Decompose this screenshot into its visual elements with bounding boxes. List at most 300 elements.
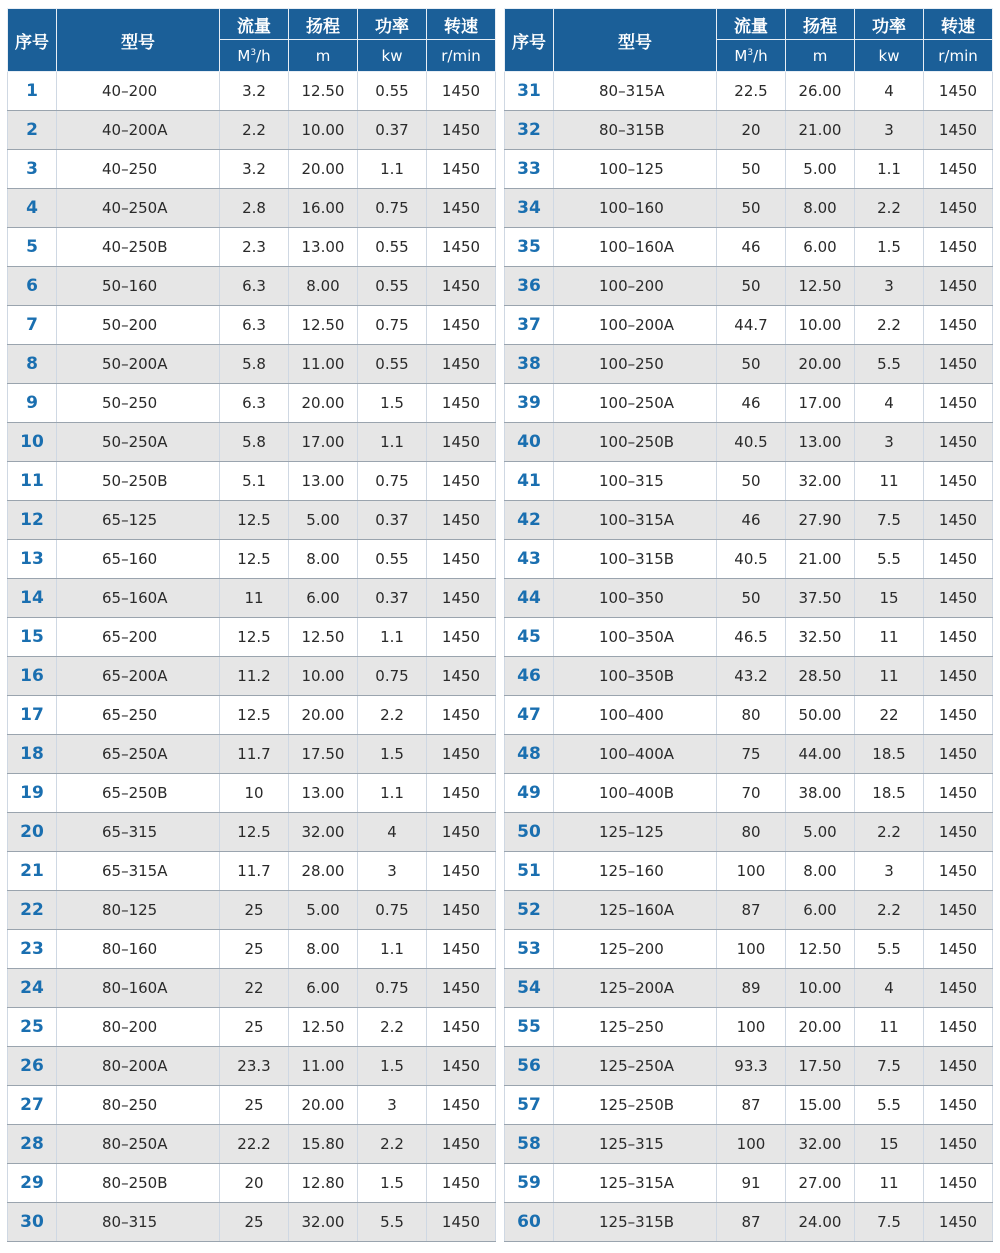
head-cell: 28.50	[786, 657, 855, 696]
table-row	[505, 345, 993, 384]
power-cell: 4	[855, 969, 924, 1008]
table-row	[8, 852, 496, 891]
power-cell: 3	[855, 111, 924, 150]
row-index: 24	[8, 969, 57, 1008]
row-index: 3	[8, 150, 57, 189]
row-index: 6	[8, 267, 57, 306]
power-cell: 3	[855, 267, 924, 306]
head-cell: 50.00	[786, 696, 855, 735]
head-cell: 12.50	[289, 1008, 358, 1047]
flow-cell: 87	[717, 1203, 786, 1242]
speed-cell: 1450	[924, 462, 993, 501]
power-cell: 1.1	[358, 423, 427, 462]
row-index: 33	[505, 150, 554, 189]
row-index: 58	[505, 1125, 554, 1164]
power-cell: 2.2	[855, 813, 924, 852]
row-index: 43	[505, 540, 554, 579]
speed-cell: 1450	[924, 579, 993, 618]
model-cell: 40–200A	[57, 111, 220, 150]
flow-cell: 46	[717, 228, 786, 267]
head-cell: 20.00	[289, 150, 358, 189]
table-row	[8, 774, 496, 813]
speed-cell: 1450	[924, 306, 993, 345]
model-cell: 50–160	[57, 267, 220, 306]
row-index: 15	[8, 618, 57, 657]
flow-cell: 5.1	[220, 462, 289, 501]
head-cell: 38.00	[786, 774, 855, 813]
head-cell: 12.50	[786, 267, 855, 306]
speed-cell: 1450	[924, 1164, 993, 1203]
row-index: 16	[8, 657, 57, 696]
flow-cell: 93.3	[717, 1047, 786, 1086]
table-row	[8, 462, 496, 501]
flow-cell: 12.5	[220, 540, 289, 579]
head-cell: 6.00	[786, 228, 855, 267]
speed-cell: 1450	[427, 306, 496, 345]
flow-cell: 100	[717, 1125, 786, 1164]
header-speed: 转速	[924, 9, 993, 40]
head-cell: 11.00	[289, 1047, 358, 1086]
model-cell: 125–250A	[554, 1047, 717, 1086]
table-row	[505, 1047, 993, 1086]
head-cell: 5.00	[289, 891, 358, 930]
model-cell: 80–250	[57, 1086, 220, 1125]
speed-cell: 1450	[924, 813, 993, 852]
table-row	[8, 384, 496, 423]
flow-cell: 50	[717, 579, 786, 618]
flow-cell: 2.8	[220, 189, 289, 228]
power-cell: 0.75	[358, 657, 427, 696]
table-row	[8, 267, 496, 306]
flow-cell: 50	[717, 150, 786, 189]
row-index: 49	[505, 774, 554, 813]
table-row	[8, 228, 496, 267]
model-cell: 125–250B	[554, 1086, 717, 1125]
head-cell: 15.00	[786, 1086, 855, 1125]
speed-cell: 1450	[924, 774, 993, 813]
row-index: 54	[505, 969, 554, 1008]
model-cell: 100–350B	[554, 657, 717, 696]
speed-cell: 1450	[427, 1008, 496, 1047]
table-row	[8, 72, 496, 111]
power-cell: 5.5	[855, 540, 924, 579]
row-index: 4	[8, 189, 57, 228]
row-index: 30	[8, 1203, 57, 1242]
speed-cell: 1450	[427, 696, 496, 735]
head-cell: 20.00	[786, 1008, 855, 1047]
header-power-unit: kw	[358, 40, 427, 72]
head-cell: 32.00	[786, 462, 855, 501]
speed-cell: 1450	[924, 345, 993, 384]
flow-cell: 12.5	[220, 618, 289, 657]
head-cell: 17.50	[289, 735, 358, 774]
flow-cell: 87	[717, 1086, 786, 1125]
header-head: 扬程	[289, 9, 358, 40]
model-cell: 100–160A	[554, 228, 717, 267]
speed-cell: 1450	[427, 72, 496, 111]
table-row	[505, 306, 993, 345]
header-model: 型号	[554, 9, 717, 72]
table-row	[8, 1086, 496, 1125]
flow-cell: 91	[717, 1164, 786, 1203]
speed-cell: 1450	[924, 735, 993, 774]
model-cell: 100–350	[554, 579, 717, 618]
model-cell: 40–250B	[57, 228, 220, 267]
speed-cell: 1450	[427, 267, 496, 306]
table-row	[8, 891, 496, 930]
model-cell: 100–350A	[554, 618, 717, 657]
power-cell: 2.2	[855, 306, 924, 345]
table-row	[505, 1008, 993, 1047]
speed-cell: 1450	[427, 150, 496, 189]
speed-cell: 1450	[924, 228, 993, 267]
model-cell: 100–400B	[554, 774, 717, 813]
power-cell: 0.37	[358, 111, 427, 150]
table-row	[8, 696, 496, 735]
head-cell: 8.00	[289, 540, 358, 579]
flow-cell: 70	[717, 774, 786, 813]
table-row	[505, 501, 993, 540]
table-row	[8, 579, 496, 618]
speed-cell: 1450	[427, 462, 496, 501]
flow-cell: 25	[220, 930, 289, 969]
flow-cell: 40.5	[717, 540, 786, 579]
row-index: 2	[8, 111, 57, 150]
power-cell: 1.5	[358, 1164, 427, 1203]
row-index: 59	[505, 1164, 554, 1203]
row-index: 18	[8, 735, 57, 774]
head-cell: 32.00	[786, 1125, 855, 1164]
flow-cell: 12.5	[220, 696, 289, 735]
speed-cell: 1450	[924, 1086, 993, 1125]
flow-cell: 2.2	[220, 111, 289, 150]
speed-cell: 1450	[427, 384, 496, 423]
table-row	[8, 111, 496, 150]
power-cell: 0.75	[358, 891, 427, 930]
flow-cell: 100	[717, 852, 786, 891]
row-index: 8	[8, 345, 57, 384]
flow-cell: 6.3	[220, 384, 289, 423]
table-row	[505, 228, 993, 267]
table-row	[8, 930, 496, 969]
head-cell: 8.00	[289, 267, 358, 306]
row-index: 28	[8, 1125, 57, 1164]
head-cell: 32.00	[289, 1203, 358, 1242]
head-cell: 27.90	[786, 501, 855, 540]
flow-cell: 25	[220, 1203, 289, 1242]
flow-cell: 11.7	[220, 735, 289, 774]
flow-cell: 25	[220, 891, 289, 930]
model-cell: 50–200	[57, 306, 220, 345]
head-cell: 12.50	[289, 72, 358, 111]
head-cell: 17.50	[786, 1047, 855, 1086]
table-row	[505, 852, 993, 891]
table-row	[505, 930, 993, 969]
row-index: 31	[505, 72, 554, 111]
model-cell: 125–200	[554, 930, 717, 969]
row-index: 34	[505, 189, 554, 228]
model-cell: 100–315A	[554, 501, 717, 540]
head-cell: 8.00	[786, 189, 855, 228]
head-cell: 10.00	[786, 969, 855, 1008]
power-cell: 0.55	[358, 72, 427, 111]
table-row	[505, 384, 993, 423]
model-cell: 125–250	[554, 1008, 717, 1047]
header-power-unit: kw	[855, 40, 924, 72]
flow-cell: 5.8	[220, 345, 289, 384]
model-cell: 50–250	[57, 384, 220, 423]
speed-cell: 1450	[427, 345, 496, 384]
header-head: 扬程	[786, 9, 855, 40]
row-index: 23	[8, 930, 57, 969]
table-row	[8, 657, 496, 696]
table-body-left	[8, 72, 496, 1242]
row-index: 14	[8, 579, 57, 618]
table-row	[505, 774, 993, 813]
power-cell: 11	[855, 618, 924, 657]
power-cell: 18.5	[855, 735, 924, 774]
header-speed: 转速	[427, 9, 496, 40]
speed-cell: 1450	[427, 423, 496, 462]
head-cell: 15.80	[289, 1125, 358, 1164]
header-flow-unit: $M^3/h$	[220, 40, 289, 72]
model-cell: 100–400	[554, 696, 717, 735]
row-index: 42	[505, 501, 554, 540]
speed-cell: 1450	[427, 774, 496, 813]
head-cell: 10.00	[289, 111, 358, 150]
power-cell: 3	[855, 852, 924, 891]
speed-cell: 1450	[427, 1164, 496, 1203]
table-row	[8, 540, 496, 579]
pump-spec-table-right	[504, 8, 993, 1242]
head-cell: 6.00	[786, 891, 855, 930]
speed-cell: 1450	[427, 930, 496, 969]
model-cell: 125–315B	[554, 1203, 717, 1242]
header-flow: 流量	[717, 9, 786, 40]
power-cell: 18.5	[855, 774, 924, 813]
table-row	[505, 540, 993, 579]
table-row	[505, 891, 993, 930]
header-flow: 流量	[220, 9, 289, 40]
power-cell: 0.37	[358, 501, 427, 540]
row-index: 7	[8, 306, 57, 345]
header-power: 功率	[358, 9, 427, 40]
table-row	[505, 579, 993, 618]
model-cell: 80–160A	[57, 969, 220, 1008]
table-row	[8, 1125, 496, 1164]
power-cell: 1.5	[358, 384, 427, 423]
power-cell: 0.75	[358, 969, 427, 1008]
row-index: 20	[8, 813, 57, 852]
speed-cell: 1450	[427, 111, 496, 150]
row-index: 39	[505, 384, 554, 423]
power-cell: 0.75	[358, 189, 427, 228]
head-cell: 37.50	[786, 579, 855, 618]
head-cell: 12.50	[289, 306, 358, 345]
flow-cell: 80	[717, 696, 786, 735]
power-cell: 0.55	[358, 267, 427, 306]
speed-cell: 1450	[427, 618, 496, 657]
power-cell: 7.5	[855, 1203, 924, 1242]
speed-cell: 1450	[924, 384, 993, 423]
table-row	[8, 1164, 496, 1203]
flow-cell: 10	[220, 774, 289, 813]
row-index: 32	[505, 111, 554, 150]
model-cell: 125–315A	[554, 1164, 717, 1203]
flow-cell: 50	[717, 462, 786, 501]
flow-cell: 11.7	[220, 852, 289, 891]
header-head-unit: m	[786, 40, 855, 72]
power-cell: 3	[358, 1086, 427, 1125]
table-row	[505, 1203, 993, 1242]
head-cell: 13.00	[289, 462, 358, 501]
power-cell: 0.55	[358, 345, 427, 384]
model-cell: 80–315A	[554, 72, 717, 111]
flow-cell: 25	[220, 1086, 289, 1125]
speed-cell: 1450	[924, 618, 993, 657]
power-cell: 2.2	[855, 891, 924, 930]
spec-table	[504, 8, 993, 1242]
speed-cell: 1450	[427, 579, 496, 618]
head-cell: 16.00	[289, 189, 358, 228]
speed-cell: 1450	[924, 150, 993, 189]
row-index: 11	[8, 462, 57, 501]
model-cell: 65–125	[57, 501, 220, 540]
power-cell: 5.5	[855, 345, 924, 384]
flow-cell: 46.5	[717, 618, 786, 657]
speed-cell: 1450	[924, 969, 993, 1008]
row-index: 29	[8, 1164, 57, 1203]
flow-cell: 100	[717, 1008, 786, 1047]
row-index: 10	[8, 423, 57, 462]
head-cell: 17.00	[289, 423, 358, 462]
table-row	[505, 462, 993, 501]
head-cell: 6.00	[289, 579, 358, 618]
flow-cell: 46	[717, 384, 786, 423]
header-power: 功率	[855, 9, 924, 40]
model-cell: 125–315	[554, 1125, 717, 1164]
model-cell: 50–200A	[57, 345, 220, 384]
head-cell: 12.80	[289, 1164, 358, 1203]
table-row	[8, 189, 496, 228]
speed-cell: 1450	[427, 969, 496, 1008]
head-cell: 44.00	[786, 735, 855, 774]
power-cell: 3	[855, 423, 924, 462]
flow-cell: 20	[717, 111, 786, 150]
flow-cell: 50	[717, 345, 786, 384]
head-cell: 26.00	[786, 72, 855, 111]
model-cell: 100–315B	[554, 540, 717, 579]
head-cell: 32.50	[786, 618, 855, 657]
speed-cell: 1450	[427, 189, 496, 228]
speed-cell: 1450	[924, 189, 993, 228]
model-cell: 65–160A	[57, 579, 220, 618]
power-cell: 11	[855, 1164, 924, 1203]
flow-cell: 22.5	[717, 72, 786, 111]
speed-cell: 1450	[427, 501, 496, 540]
row-index: 17	[8, 696, 57, 735]
speed-cell: 1450	[427, 735, 496, 774]
model-cell: 40–200	[57, 72, 220, 111]
model-cell: 65–250A	[57, 735, 220, 774]
speed-cell: 1450	[924, 423, 993, 462]
power-cell: 4	[358, 813, 427, 852]
model-cell: 100–315	[554, 462, 717, 501]
flow-cell: 44.7	[717, 306, 786, 345]
head-cell: 10.00	[786, 306, 855, 345]
head-cell: 5.00	[786, 813, 855, 852]
power-cell: 0.75	[358, 306, 427, 345]
table-row	[505, 72, 993, 111]
power-cell: 0.55	[358, 228, 427, 267]
model-cell: 65–250B	[57, 774, 220, 813]
head-cell: 8.00	[289, 930, 358, 969]
table-row	[8, 969, 496, 1008]
power-cell: 3	[358, 852, 427, 891]
row-index: 37	[505, 306, 554, 345]
speed-cell: 1450	[924, 1008, 993, 1047]
speed-cell: 1450	[427, 228, 496, 267]
model-cell: 80–200A	[57, 1047, 220, 1086]
model-cell: 125–160	[554, 852, 717, 891]
row-index: 1	[8, 72, 57, 111]
head-cell: 13.00	[289, 774, 358, 813]
row-index: 57	[505, 1086, 554, 1125]
power-cell: 2.2	[358, 1008, 427, 1047]
flow-cell: 2.3	[220, 228, 289, 267]
header-model: 型号	[57, 9, 220, 72]
speed-cell: 1450	[427, 891, 496, 930]
table-row	[505, 969, 993, 1008]
power-cell: 2.2	[358, 1125, 427, 1164]
speed-cell: 1450	[924, 657, 993, 696]
flow-cell: 3.2	[220, 72, 289, 111]
power-cell: 2.2	[855, 189, 924, 228]
flow-cell: 6.3	[220, 306, 289, 345]
table-row	[505, 1164, 993, 1203]
table-row	[505, 150, 993, 189]
flow-cell: 12.5	[220, 813, 289, 852]
head-cell: 20.00	[786, 345, 855, 384]
power-cell: 1.1	[358, 774, 427, 813]
model-cell: 125–200A	[554, 969, 717, 1008]
power-cell: 4	[855, 72, 924, 111]
model-cell: 100–400A	[554, 735, 717, 774]
model-cell: 65–315	[57, 813, 220, 852]
row-index: 56	[505, 1047, 554, 1086]
power-cell: 7.5	[855, 501, 924, 540]
flow-cell: 5.8	[220, 423, 289, 462]
row-index: 45	[505, 618, 554, 657]
row-index: 48	[505, 735, 554, 774]
head-cell: 21.00	[786, 111, 855, 150]
speed-cell: 1450	[427, 1047, 496, 1086]
power-cell: 5.5	[855, 930, 924, 969]
model-cell: 50–250B	[57, 462, 220, 501]
flow-cell: 46	[717, 501, 786, 540]
table-row	[505, 735, 993, 774]
head-cell: 13.00	[786, 423, 855, 462]
power-cell: 15	[855, 579, 924, 618]
row-index: 35	[505, 228, 554, 267]
power-cell: 0.75	[358, 462, 427, 501]
row-index: 26	[8, 1047, 57, 1086]
model-cell: 65–200A	[57, 657, 220, 696]
head-cell: 20.00	[289, 696, 358, 735]
head-cell: 5.00	[289, 501, 358, 540]
power-cell: 11	[855, 462, 924, 501]
head-cell: 32.00	[289, 813, 358, 852]
